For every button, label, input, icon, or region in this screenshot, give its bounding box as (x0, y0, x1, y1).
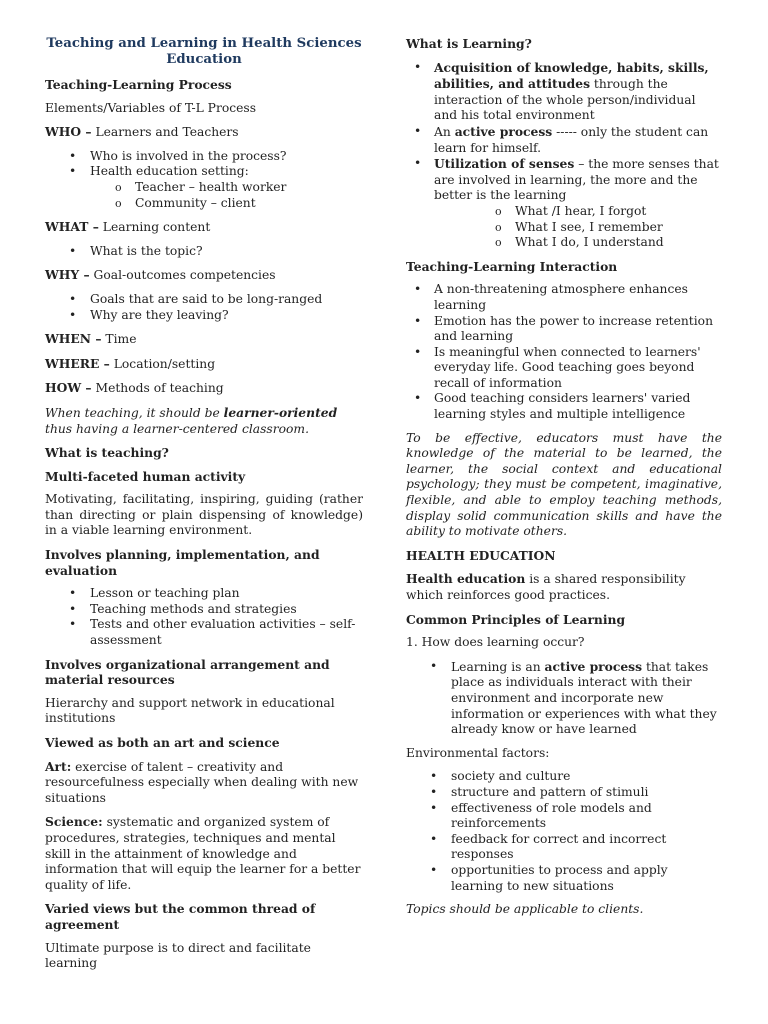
art-paragraph (45, 759, 363, 807)
env-heading: Environmental factors: (406, 745, 550, 760)
list-item-text: Learning is an (451, 659, 545, 674)
list-item: • feedback for correct and incorrect responses (406, 832, 722, 863)
where-line (45, 356, 363, 373)
learner-oriented-note (45, 405, 363, 437)
question-1: 1. How does learning occur? (406, 635, 585, 650)
what-list (45, 244, 363, 260)
health-education-heading: HEALTH EDUCATION (406, 547, 556, 563)
list-item: • structure and pattern of stimuli (406, 785, 722, 801)
list-item-text: through the interaction of the whole person/individual and his total environment (434, 77, 696, 123)
multi-text: Motivating, facilitating, inspiring, guiding (rather than directing or plain dispensing of knowledge) in a viable learning environment. (45, 492, 363, 538)
multi-heading: Multi-faceted human activity (45, 468, 246, 484)
org-text: Hierarchy and support network in educational institutions (45, 695, 335, 726)
how-line (45, 380, 363, 397)
list-item: • Good teaching considers learners' varied learning styles and multiple intelligence (406, 391, 722, 422)
list-item (406, 156, 722, 251)
list-item (45, 164, 363, 211)
planning-heading: Involves planning, implementation, and evaluation (45, 547, 320, 578)
who-sub-list (90, 180, 363, 211)
list-item-bold: active process (544, 658, 643, 674)
note-text-end: thus having a learner-centered classroom. (45, 421, 309, 436)
list-item: • What is the topic? (45, 244, 363, 260)
list-item: • society and culture (406, 769, 722, 785)
tl-process-heading: Teaching-Learning Process (45, 77, 232, 92)
sub-list-item: o What I see, I remember (470, 220, 722, 236)
when-label: WHEN – (45, 331, 102, 347)
list-item-bold: Acquisition of knowledge, habits, skills, abilities, and attitudes (434, 59, 709, 92)
note-text: When teaching, it should be (45, 405, 224, 420)
how-text: Methods of teaching (91, 381, 224, 396)
list-item-text: that takes place as individuals interact with their environment and incorporate new information or experiences with what they already know or have learned (451, 659, 717, 737)
health-education-text (406, 571, 722, 603)
who-list (45, 149, 363, 211)
occur-list (406, 659, 722, 738)
how-label: HOW – (45, 380, 92, 396)
env-list (406, 769, 722, 894)
sub-list-item: o What I do, I understand (470, 235, 722, 251)
art-text: exercise of talent – creativity and resourcefulness especially when dealing with new situations (45, 759, 359, 805)
where-label: WHERE – (45, 355, 110, 371)
list-item: • Goals that are said to be long-ranged (45, 292, 363, 308)
list-item: • Teaching methods and strategies (45, 602, 363, 618)
science-label: Science: (45, 814, 103, 830)
right-column (406, 36, 722, 926)
topics-note: Topics should be applicable to clients. (406, 902, 644, 917)
who-text: Learners and Teachers (91, 125, 239, 140)
list-item-text: Health education setting: (90, 164, 249, 179)
principles-heading: Common Principles of Learning (406, 611, 626, 627)
why-label: WHY – (45, 267, 90, 283)
when-line (45, 331, 363, 348)
sub-list-item: o What /I hear, I forgot (470, 204, 722, 220)
planning-list (45, 586, 363, 648)
what-line (45, 219, 363, 236)
list-item: • A non-threatening atmosphere enhances learning (406, 282, 722, 313)
page-title: Teaching and Learning in Health Sciences Education (46, 36, 362, 67)
senses-sub-list (434, 204, 722, 251)
what-label: WHAT – (45, 219, 99, 235)
sub-list-item: o Community – client (90, 196, 363, 212)
sub-list-item: o Teacher – health worker (90, 180, 363, 196)
who-label: WHO – (45, 124, 92, 140)
list-item: • Lesson or teaching plan (45, 586, 363, 602)
list-item-text: An (434, 124, 455, 139)
effective-paragraph: To be effective, educators must have the knowledge of the material to be learned, the learner, the social context and educational psychology; they must be competent, imaginative, flexible, and able to employ teaching methods, display solid communication skills and have the ability to motivate others. (406, 430, 722, 539)
list-item-bold: active process (454, 123, 553, 139)
list-item: • Why are they leaving? (45, 308, 363, 324)
when-text: Time (101, 332, 137, 347)
art-label: Art: (45, 758, 72, 774)
what-text: Learning content (98, 220, 211, 235)
health-bold: Health education (406, 571, 526, 587)
list-item-bold: Utilization of senses (434, 156, 575, 172)
list-item: • effectiveness of role models and reinforcements (406, 801, 722, 832)
why-text: Goal-outcomes competencies (89, 268, 276, 283)
varied-heading: Varied views but the common thread of agreement (45, 901, 316, 932)
why-list (45, 292, 363, 323)
list-item-text: – the more senses that are involved in learning, the more and the better is the learning (434, 157, 719, 203)
list-item (406, 659, 722, 738)
note-bold: learner-oriented (223, 404, 338, 420)
list-item-text: ----- only the student can learn for himself. (434, 124, 709, 155)
learning-list (406, 60, 722, 251)
art-science-heading: Viewed as both an art and science (45, 735, 280, 750)
list-item: • Tests and other evaluation activities – self-assessment (45, 617, 363, 648)
science-paragraph (45, 814, 363, 893)
list-item: • opportunities to process and apply learning to new situations (406, 863, 722, 894)
list-item: • Is meaningful when connected to learners' everyday life. Good teaching goes beyond recall of information (406, 345, 722, 392)
teaching-heading: What is teaching? (45, 445, 169, 461)
where-text: Location/setting (109, 356, 216, 371)
left-column (45, 36, 363, 980)
list-item: • Emotion has the power to increase retention and learning (406, 314, 722, 345)
list-item (406, 60, 722, 124)
interaction-list (406, 282, 722, 422)
varied-text: Ultimate purpose is to direct and facilitate learning (45, 940, 311, 971)
health-text: is a shared responsibility which reinforces good practices. (406, 572, 686, 602)
org-heading: Involves organizational arrangement and material resources (45, 656, 330, 688)
list-item (406, 124, 722, 156)
who-line (45, 124, 363, 141)
science-text: systematic and organized system of procedures, strategies, techniques and mental skill in the attainment of knowledge and information that will equip the learner for a better quality of life. (45, 815, 361, 892)
elements-line: Elements/Variables of T-L Process (45, 100, 257, 115)
interaction-heading: Teaching-Learning Interaction (406, 258, 618, 274)
why-line (45, 267, 363, 284)
learning-heading: What is Learning? (406, 36, 532, 51)
list-item: • Who is involved in the process? (45, 149, 363, 165)
